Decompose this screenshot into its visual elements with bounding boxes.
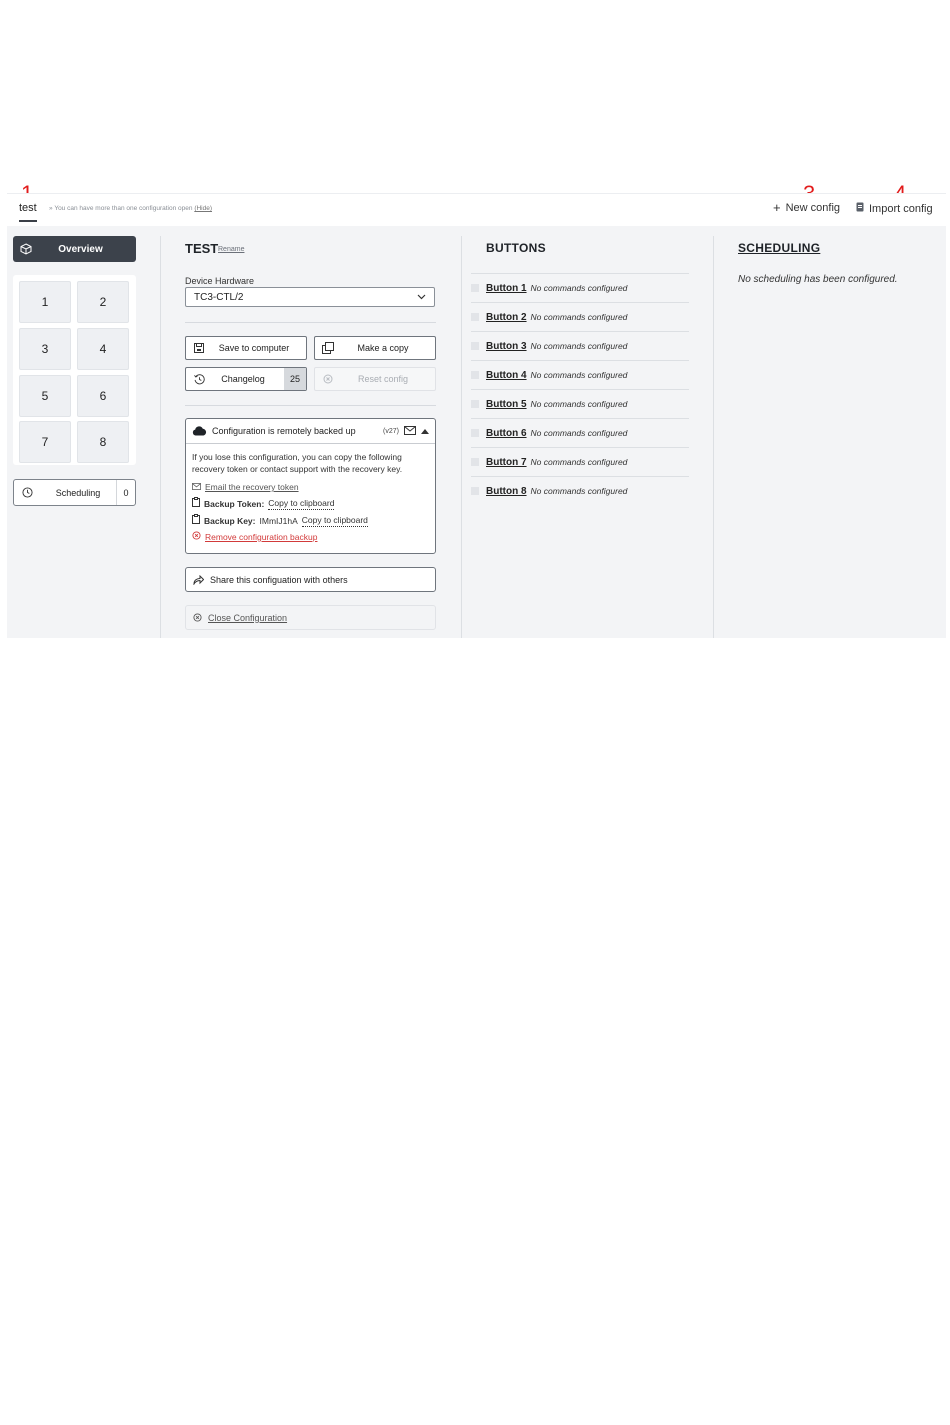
button-status: No commands configured [530, 283, 628, 293]
chevron-up-icon[interactable] [421, 426, 429, 436]
button-status: No commands configured [530, 341, 628, 351]
list-item [471, 447, 689, 476]
scheduling-count: 0 [116, 480, 135, 505]
config-tab-bar [7, 193, 946, 227]
hardware-value: TC3-CTL/2 [194, 291, 244, 303]
grid-button-8[interactable]: 8 [77, 421, 129, 463]
grid-button-6[interactable]: 6 [77, 375, 129, 417]
tab-hint [49, 205, 212, 212]
grid-button-4[interactable]: 4 [77, 328, 129, 370]
list-item [471, 273, 689, 302]
checkbox[interactable] [471, 284, 479, 292]
backup-key-row [192, 514, 429, 527]
clipboard-icon [192, 514, 200, 527]
tab-hint-text: You can have more than one configuration open [54, 205, 193, 212]
scheduling-button[interactable] [13, 479, 136, 506]
button-link[interactable]: Button 2 [486, 311, 527, 323]
share-label: Share this configuation with others [210, 574, 348, 585]
share-icon [186, 575, 210, 585]
make-copy-button[interactable] [314, 336, 436, 360]
checkbox[interactable] [471, 371, 479, 379]
copy-key-button[interactable]: Copy to clipboard [301, 515, 368, 525]
plus-icon: + [773, 200, 781, 215]
list-item [471, 302, 689, 331]
backup-header-label: Configuration is remotely backed up [212, 426, 356, 436]
divider [185, 405, 436, 406]
button-link[interactable]: Button 8 [486, 485, 527, 497]
cloud-icon [186, 426, 212, 436]
button-status: No commands configured [530, 399, 628, 409]
config-editor [7, 226, 946, 638]
remove-backup-row [192, 531, 429, 543]
backup-body [186, 444, 435, 543]
button-link[interactable]: Button 1 [486, 282, 527, 294]
changelog-count: 25 [284, 368, 306, 390]
envelope-icon [192, 481, 201, 493]
new-config-button[interactable] [773, 202, 840, 214]
share-config-button[interactable] [185, 567, 436, 592]
list-item [471, 418, 689, 447]
envelope-icon[interactable] [404, 426, 416, 437]
clock-icon [14, 487, 40, 498]
checkbox[interactable] [471, 487, 479, 495]
button-grid [13, 275, 136, 465]
button-status: No commands configured [530, 457, 628, 467]
reset-icon [315, 374, 341, 384]
copy-label: Make a copy [357, 343, 409, 353]
list-item [471, 360, 689, 389]
grid-button-5[interactable]: 5 [19, 375, 71, 417]
email-token-link[interactable]: Email the recovery token [205, 482, 299, 492]
hardware-label: Device Hardware [185, 276, 255, 286]
list-item [471, 331, 689, 360]
info-icon: » [49, 205, 53, 212]
new-config-label: New config [785, 202, 841, 214]
backup-key-value: IMmIJ1hA [259, 515, 298, 526]
copy-token-button[interactable]: Copy to clipboard [268, 498, 335, 508]
backup-key-label: Backup Key: [204, 515, 256, 526]
chevron-down-icon [417, 292, 426, 303]
grid-button-7[interactable]: 7 [19, 421, 71, 463]
backup-version: (v27) [383, 427, 399, 435]
changelog-button[interactable] [185, 367, 307, 391]
remove-circle-icon [192, 531, 201, 543]
button-status: No commands configured [530, 370, 628, 380]
button-status: No commands configured [530, 486, 628, 496]
changelog-label: Changelog [221, 374, 265, 384]
buttons-list [471, 273, 689, 505]
backup-description: If you lose this configuration, you can copy the following recovery token or contact support with the recovery key. [192, 452, 403, 474]
save-label: Save to computer [218, 343, 290, 353]
file-import-icon [856, 202, 864, 215]
backup-panel [185, 418, 436, 554]
hide-hint-link[interactable]: (Hide) [194, 205, 213, 212]
button-link[interactable]: Button 3 [486, 340, 527, 352]
backup-token-label: Backup Token: [204, 498, 265, 509]
column-divider [713, 236, 714, 638]
grid-button-3[interactable]: 3 [19, 328, 71, 370]
close-circle-icon [186, 613, 208, 622]
buttons-title: BUTTONS [486, 241, 546, 255]
button-link[interactable]: Button 7 [486, 456, 527, 468]
overview-button[interactable] [13, 236, 136, 262]
column-divider [461, 236, 462, 638]
remove-backup-link[interactable]: Remove configuration backup [205, 532, 318, 542]
checkbox[interactable] [471, 400, 479, 408]
backup-header[interactable] [186, 419, 435, 444]
history-icon [186, 374, 212, 385]
checkbox[interactable] [471, 342, 479, 350]
grid-button-2[interactable]: 2 [77, 281, 129, 323]
column-divider [160, 236, 161, 638]
checkbox[interactable] [471, 458, 479, 466]
floppy-icon [186, 343, 212, 353]
save-to-computer-button[interactable] [185, 336, 307, 360]
config-title: TEST [185, 241, 219, 256]
rename-link[interactable]: Rename [218, 246, 245, 253]
hardware-select[interactable] [185, 287, 435, 307]
scheduling-empty-text: No scheduling has been configured. [738, 274, 898, 285]
grid-button-1[interactable]: 1 [19, 281, 71, 323]
overview-label: Overview [58, 243, 103, 255]
tab-test[interactable]: test [19, 202, 37, 222]
reset-config-button[interactable] [314, 367, 436, 391]
checkbox[interactable] [471, 313, 479, 321]
divider [185, 322, 436, 323]
scheduling-title[interactable]: SCHEDULING [738, 241, 821, 255]
clipboard-icon [192, 497, 200, 510]
email-row [192, 481, 429, 493]
import-config-button[interactable] [856, 202, 933, 215]
copy-icon [315, 342, 341, 354]
close-configuration-row [185, 605, 436, 630]
cube-icon [13, 243, 39, 255]
button-link[interactable]: Button 4 [486, 369, 527, 381]
reset-label: Reset config [357, 374, 409, 384]
button-status: No commands configured [530, 428, 628, 438]
backup-token-row [192, 497, 429, 510]
list-item [471, 389, 689, 418]
close-configuration-link[interactable]: Close Configuration [208, 612, 288, 623]
scheduling-label: Scheduling [55, 487, 101, 498]
button-link[interactable]: Button 6 [486, 427, 527, 439]
button-link[interactable]: Button 5 [486, 398, 527, 410]
button-status: No commands configured [530, 312, 628, 322]
list-item [471, 476, 689, 505]
checkbox[interactable] [471, 429, 479, 437]
import-config-label: Import config [869, 202, 933, 215]
